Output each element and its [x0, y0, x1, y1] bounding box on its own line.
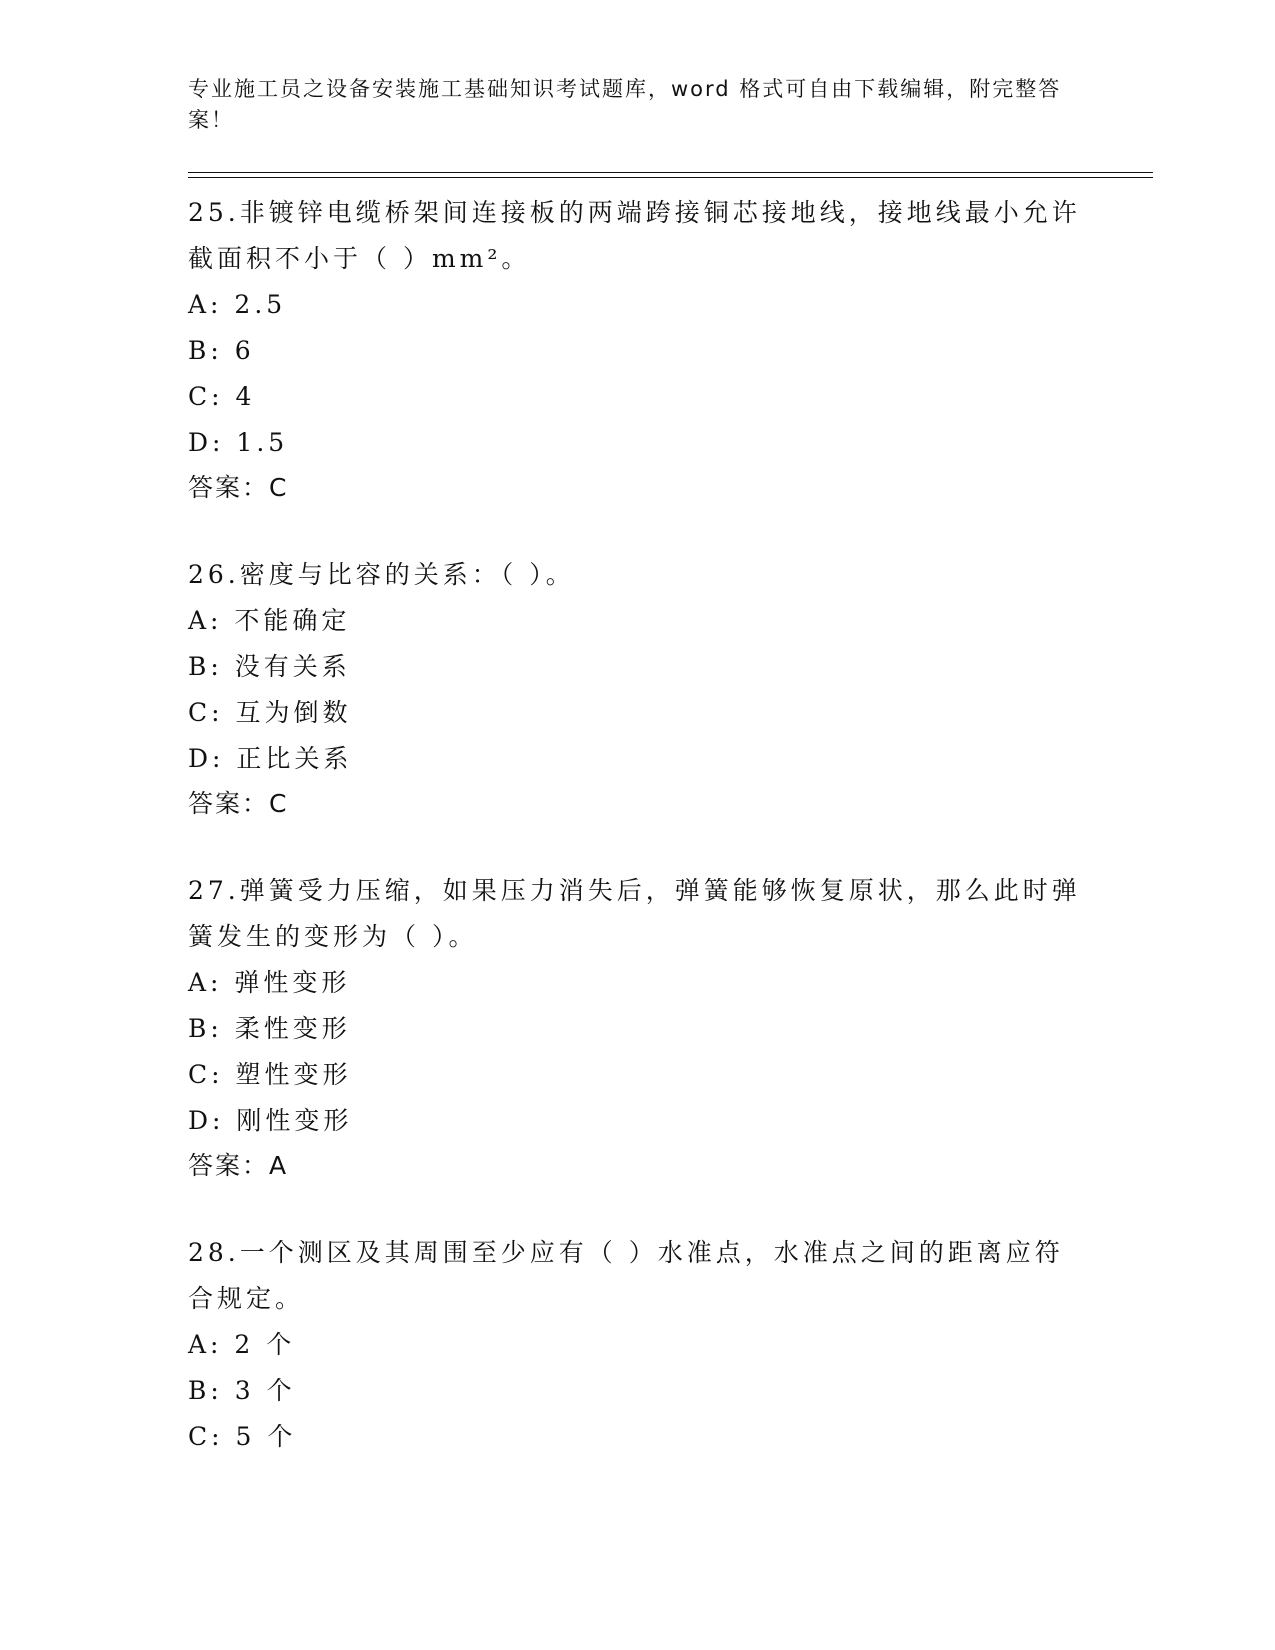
question-stem: 25.非镀锌电缆桥架间连接板的两端跨接铜芯接地线，接地线最小允许截面积不小于（ ）mm²。: [188, 198, 1081, 273]
option-b: B: 6: [188, 336, 255, 365]
question-27: [188, 868, 1153, 1188]
header-divider: [188, 172, 1153, 178]
document-header: 专业施工员之设备安装施工基础知识考试题库，word 格式可自由下载编辑，附完整答案！: [188, 77, 1062, 132]
option-c: C: 塑性变形: [188, 1060, 352, 1089]
answer: 答案：A: [188, 1151, 289, 1180]
question-28: [188, 1230, 1153, 1460]
question-26: [188, 552, 1153, 826]
question-list: [188, 190, 1153, 1460]
question-stem: 27.弹簧受力压缩，如果压力消失后，弹簧能够恢复原状，那么此时弹簧发生的变形为（ ）。: [188, 876, 1081, 951]
answer: 答案：C: [188, 473, 289, 502]
option-b: B: 3 个: [188, 1376, 296, 1405]
question-stem: 28.一个测区及其周围至少应有（ ）水准点，水准点之间的距离应符合规定。: [188, 1238, 1064, 1313]
answer: 答案：C: [188, 789, 289, 818]
option-a: A: 2.5: [188, 290, 287, 319]
option-a: A: 弹性变形: [188, 968, 351, 997]
option-c: C: 5 个: [188, 1422, 297, 1451]
option-d: D: 正比关系: [188, 744, 353, 773]
option-d: D: 1.5: [188, 428, 289, 457]
question-stem: 26.密度与比容的关系：（ ）。: [188, 560, 575, 589]
option-d: D: 刚性变形: [188, 1106, 353, 1135]
document-page: [188, 74, 1153, 1502]
option-c: C: 互为倒数: [188, 698, 352, 727]
option-a: A: 不能确定: [188, 606, 351, 635]
option-a: A: 2 个: [188, 1330, 296, 1359]
option-c: C: 4: [188, 382, 256, 411]
option-b: B: 没有关系: [188, 652, 351, 681]
question-25: [188, 190, 1153, 510]
option-b: B: 柔性变形: [188, 1014, 351, 1043]
